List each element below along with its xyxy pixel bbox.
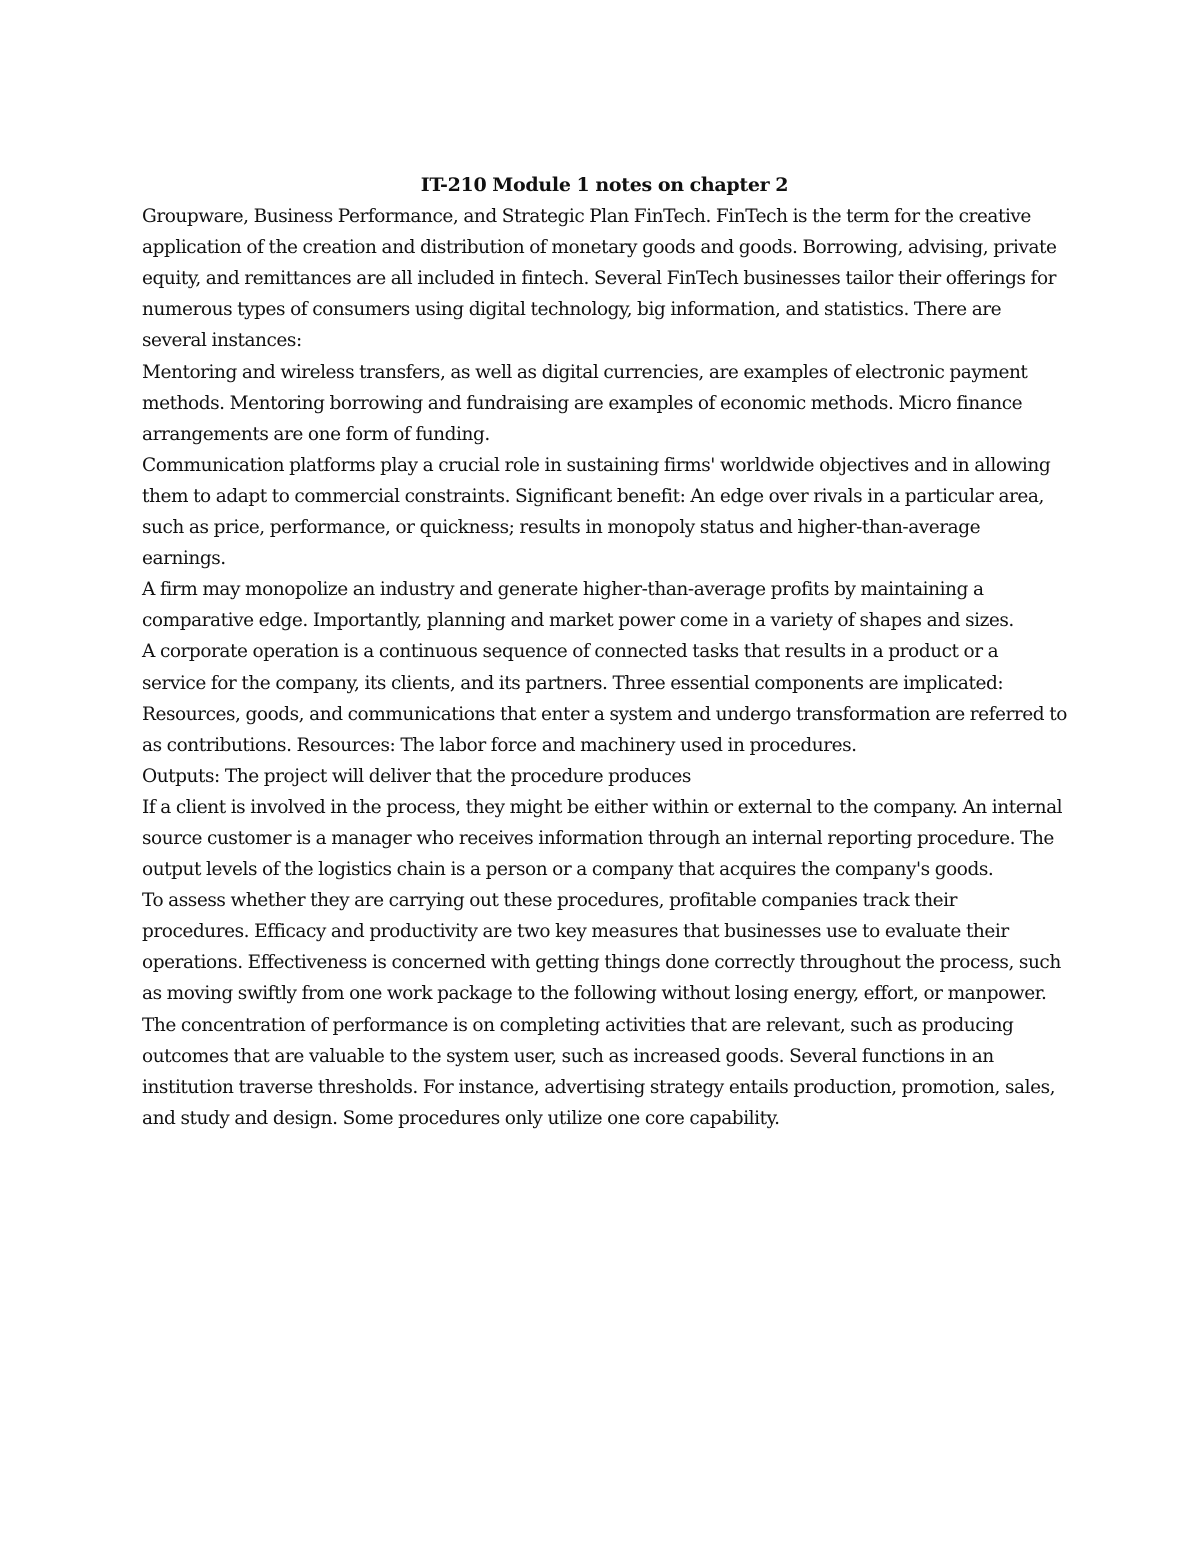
paragraph-corporate-operation: A corporate operation is a continuous sequence of connected tasks that results in a product or a service for the company, its clients, and its partners. Three essential components are implicated: Resources, goods, and communications that enter a system and undergo transformation are referred to as contributions. Resources: The labor force and machinery used in procedures. xyxy=(142,641,1067,756)
paragraph-comparative-edge: A firm may monopolize an industry and generate higher-than-average profits by maintaining a comparative edge. Importantly, planning and market power come in a variety of shapes and sizes. xyxy=(142,579,1014,632)
paragraph-concentration-of-performance: The concentration of performance is on completing activities that are relevant, such as producing outcomes that are valuable to the system user, such as increased goods. Several functions in an institution traverse thresholds. For instance, advertising strategy entails production, promotion, sales, and study and design. Some procedures only utilize one core capability. xyxy=(142,1014,1056,1129)
paragraph-client-involvement: If a client is involved in the process, they might be either within or external to the company. An internal source customer is a manager who receives information through an internal reporting procedure. The output levels of the logistics chain is a person or a company that acquires the company's goods. xyxy=(142,796,1063,881)
paragraph-communication-platforms: Communication platforms play a crucial role in sustaining firms' worldwide objectives and in allowing them to adapt to commercial constraints. Significant benefit: An edge over rivals in a particular area, such as price, performance, or quickness; results in monopoly status and higher-than-average earnings. xyxy=(142,454,1051,570)
document-title: IT-210 Module 1 notes on chapter 2 xyxy=(420,174,789,196)
paragraph-outputs: Outputs: The project will deliver that the procedure produces xyxy=(142,765,691,787)
paragraph-payment-methods: Mentoring and wireless transfers, as well as digital currencies, are examples of electronic payment methods. Mentoring borrowing and fundraising are examples of economic methods. Micro finance arrangements are one form of funding. xyxy=(142,361,1028,445)
paragraph-fintech-intro: Groupware, Business Performance, and Strategic Plan FinTech. FinTech is the term for the creative application of the creation and distribution of monetary goods and goods. Borrowing, advising, private equity, and remittances are all included in fintech. Several FinTech businesses tailor their offerings for numerous types of consumers using digital technology, big information, and statistics. There are several instances: xyxy=(142,206,1057,352)
paragraph-assess-procedures: To assess whether they are carrying out these procedures, profitable companies track their procedures. Efficacy and productivity are two key measures that businesses use to evaluate their operations. Effectiveness is concerned with getting things done correctly throughout the process, such as moving swiftly from one work package to the following without losing energy, effort, or manpower. xyxy=(142,890,1061,1005)
document-body xyxy=(142,170,1067,1134)
